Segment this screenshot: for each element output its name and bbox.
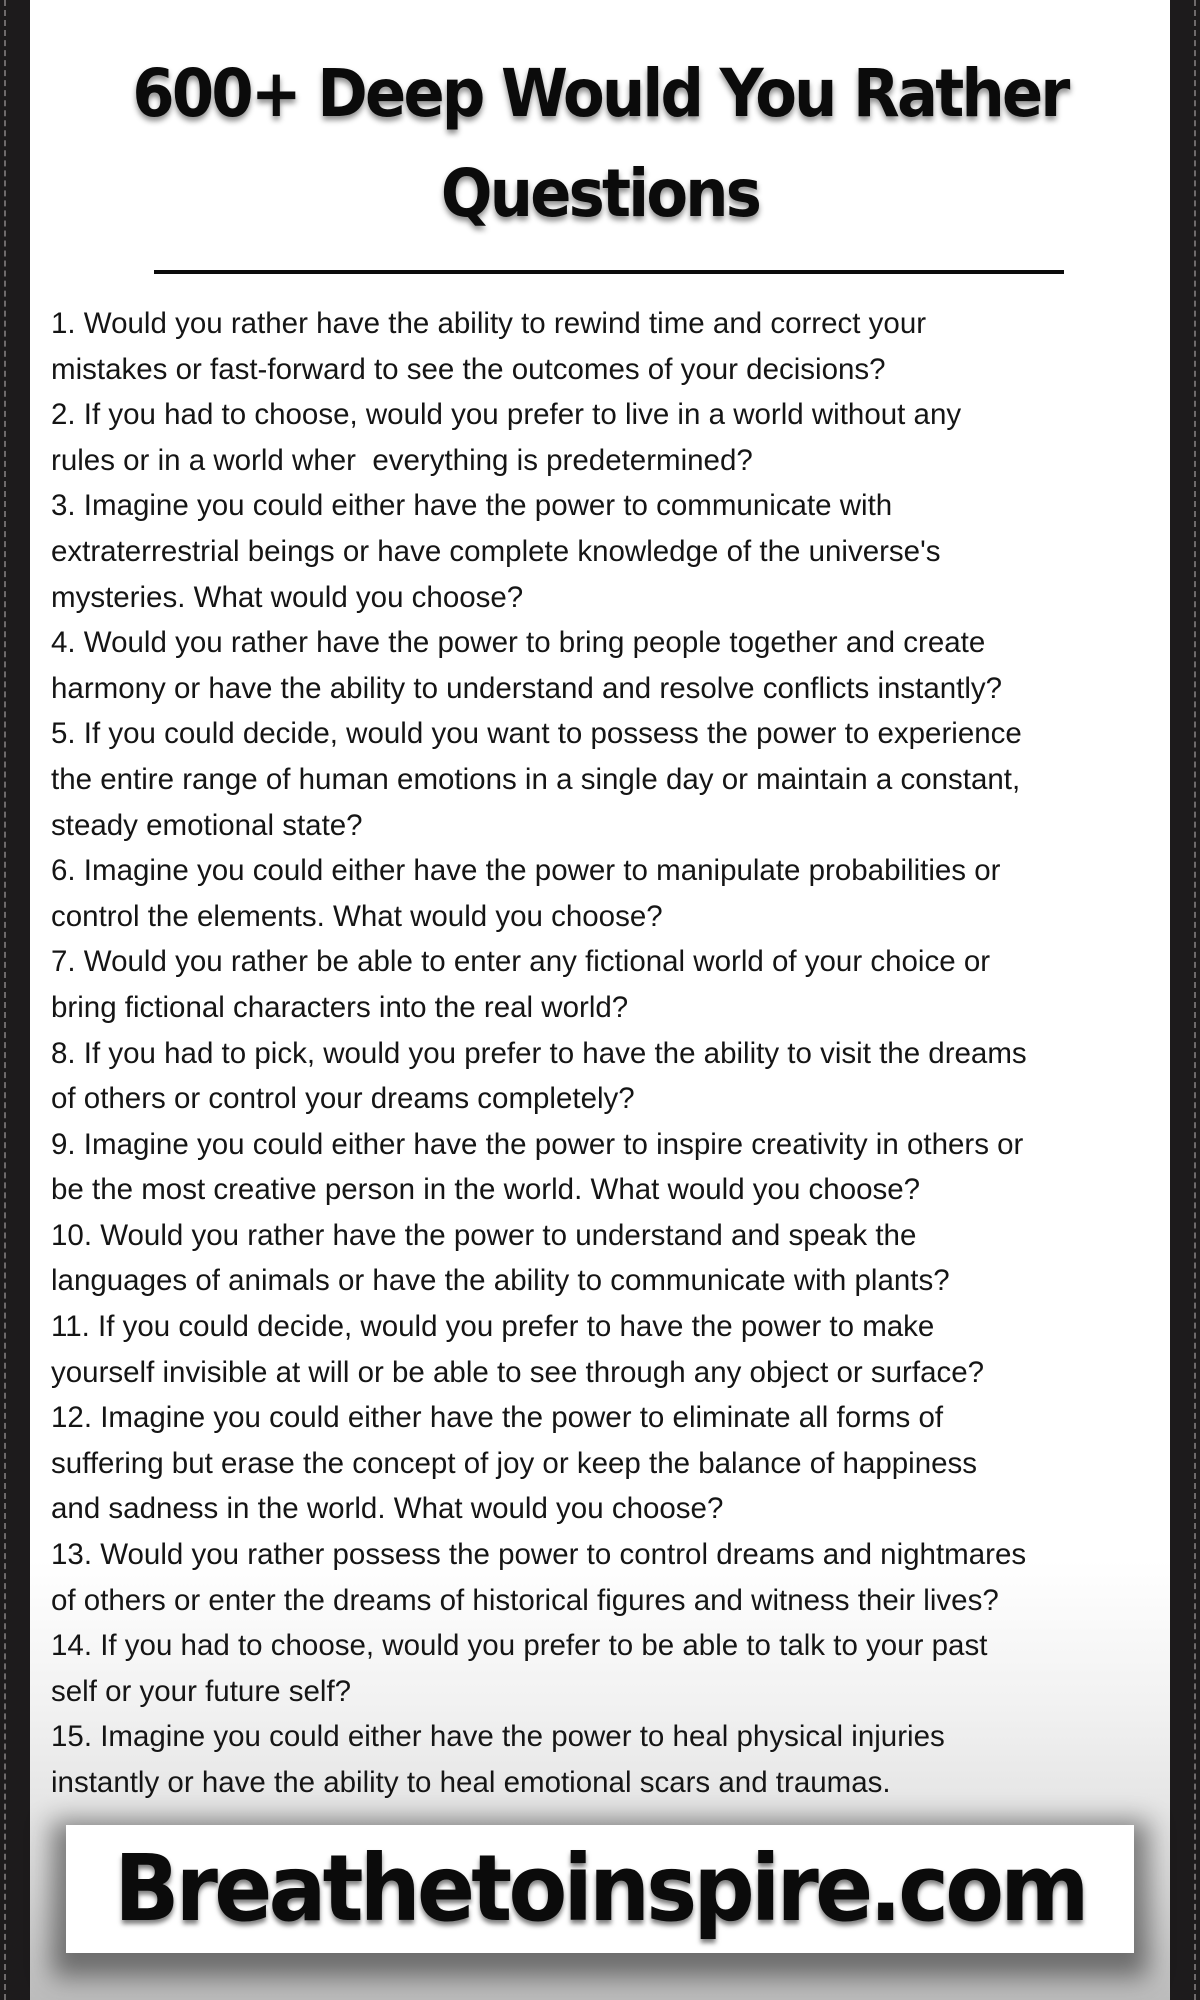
question-line: 5. If you could decide, would you want to possess the power to experience bbox=[51, 717, 1022, 751]
question-line: be the most creative person in the world. What would you choose? bbox=[51, 1173, 921, 1207]
question-line: of others or control your dreams completely? bbox=[51, 1082, 635, 1116]
site-banner bbox=[66, 1825, 1134, 1953]
page-title bbox=[76, 44, 1125, 244]
question-item bbox=[51, 848, 1171, 939]
content-sheet bbox=[30, 0, 1170, 2000]
question-item bbox=[51, 1532, 1171, 1623]
question-line: mistakes or fast-forward to see the outcomes of your decisions? bbox=[51, 352, 886, 386]
question-line: self or your future self? bbox=[51, 1674, 352, 1708]
question-line: extraterrestrial beings or have complete knowledge of the universe's bbox=[51, 534, 941, 568]
question-item bbox=[51, 1304, 1171, 1395]
page-title-line2: Questions bbox=[440, 155, 760, 232]
question-line: 11. If you could decide, would you prefer to have the power to make bbox=[51, 1310, 935, 1344]
question-line: 2. If you had to choose, would you prefer to live in a world without any bbox=[51, 398, 962, 432]
question-line: of others or enter the dreams of historical figures and witness their lives? bbox=[51, 1583, 999, 1617]
question-line: 4. Would you rather have the power to bring people together and create bbox=[51, 626, 986, 660]
title-divider bbox=[154, 270, 1064, 274]
question-item bbox=[51, 939, 1171, 1030]
question-item bbox=[51, 392, 1171, 483]
question-list bbox=[51, 301, 1171, 1806]
question-line: rules or in a world wher everything is predetermined? bbox=[51, 443, 753, 477]
question-line: 9. Imagine you could either have the power to inspire creativity in others or bbox=[51, 1127, 1024, 1161]
question-line: harmony or have the ability to understand and resolve conflicts instantly? bbox=[51, 671, 1003, 705]
question-item bbox=[51, 1122, 1171, 1213]
right-border bbox=[1172, 0, 1200, 2000]
question-line: 7. Would you rather be able to enter any fictional world of your choice or bbox=[51, 945, 991, 979]
question-line: bring fictional characters into the real world? bbox=[51, 990, 629, 1024]
question-line: 10. Would you rather have the power to understand and speak the bbox=[51, 1218, 917, 1252]
question-item bbox=[51, 1714, 1171, 1805]
question-line: instantly or have the ability to heal emotional scars and traumas. bbox=[51, 1766, 891, 1799]
question-item bbox=[51, 1213, 1171, 1304]
question-line: 6. Imagine you could either have the power to manipulate probabilities or bbox=[51, 854, 1001, 888]
question-line: 12. Imagine you could either have the power to eliminate all forms of bbox=[51, 1401, 944, 1435]
question-line: and sadness in the world. What would you choose? bbox=[51, 1492, 724, 1526]
question-line: steady emotional state? bbox=[51, 808, 363, 842]
question-item bbox=[51, 483, 1171, 620]
question-item bbox=[51, 711, 1171, 848]
site-name: Breathetoinspire.com bbox=[114, 1835, 1086, 1942]
question-item bbox=[51, 301, 1171, 392]
question-line: 15. Imagine you could either have the power to heal physical injuries bbox=[51, 1720, 945, 1754]
question-line: 3. Imagine you could either have the power to communicate with bbox=[51, 489, 893, 523]
question-item bbox=[51, 1623, 1171, 1714]
question-line: control the elements. What would you choose? bbox=[51, 899, 663, 933]
question-line: yourself invisible at will or be able to see through any object or surface? bbox=[51, 1355, 985, 1389]
page-title-line1: 600+ Deep Would You Rather bbox=[132, 55, 1068, 132]
left-border bbox=[0, 0, 28, 2000]
question-item bbox=[51, 1395, 1171, 1532]
question-line: 8. If you had to pick, would you prefer to have the ability to visit the dreams bbox=[51, 1036, 1027, 1070]
question-line: languages of animals or have the ability to communicate with plants? bbox=[51, 1264, 950, 1298]
question-line: 1. Would you rather have the ability to rewind time and correct your bbox=[51, 307, 927, 340]
question-item bbox=[51, 1031, 1171, 1122]
question-line: 14. If you had to choose, would you prefer to be able to talk to your past bbox=[51, 1629, 988, 1663]
question-line: 13. Would you rather possess the power to control dreams and nightmares bbox=[51, 1538, 1027, 1572]
question-line: suffering but erase the concept of joy or keep the balance of happiness bbox=[51, 1446, 978, 1480]
question-line: mysteries. What would you choose? bbox=[51, 580, 524, 614]
question-line: the entire range of human emotions in a single day or maintain a constant, bbox=[51, 762, 1021, 796]
question-item bbox=[51, 620, 1171, 711]
